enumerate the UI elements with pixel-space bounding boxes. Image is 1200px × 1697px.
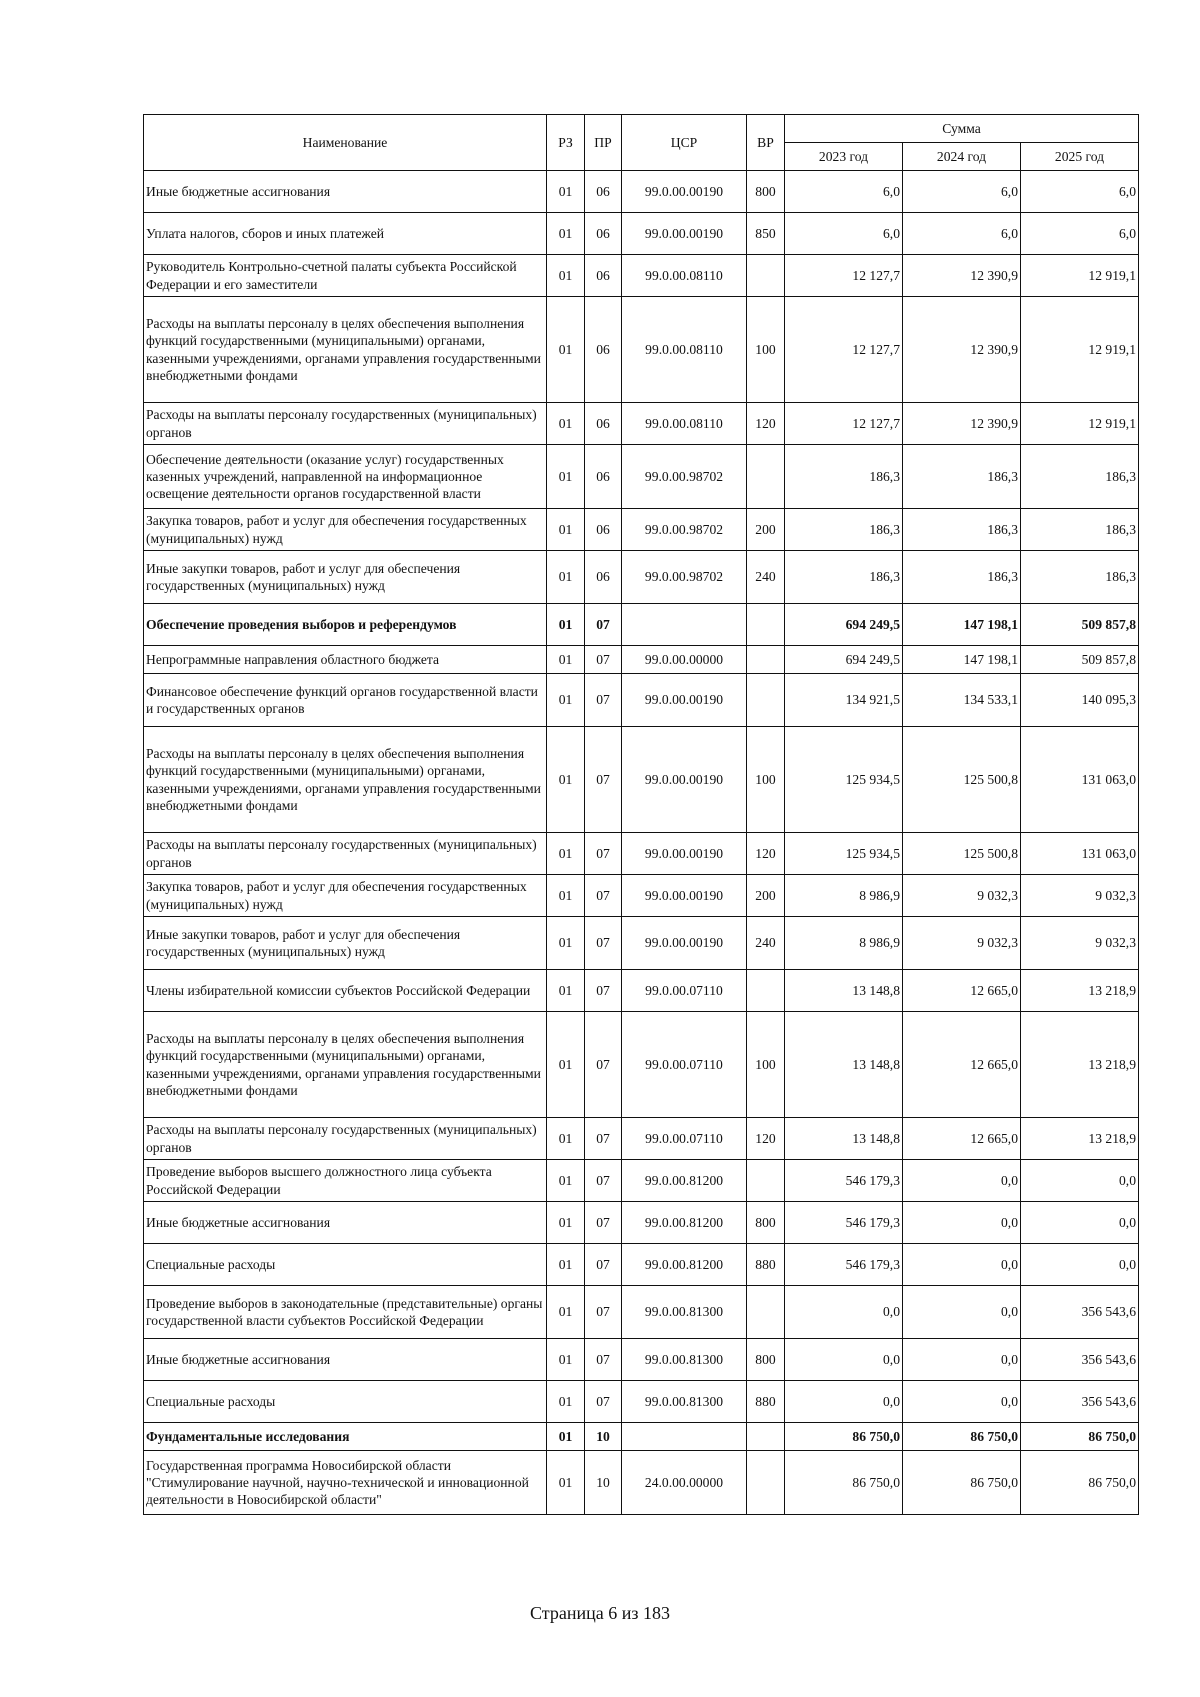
row-pr: 07 — [585, 1160, 622, 1202]
row-name: Иные бюджетные ассигнования — [144, 1339, 547, 1381]
row-csr — [622, 1423, 747, 1451]
row-pr: 07 — [585, 1286, 622, 1339]
row-csr: 99.0.00.00190 — [622, 727, 747, 833]
row-vr — [747, 1286, 785, 1339]
row-csr — [622, 604, 747, 646]
row-name: Государственная программа Новосибирской области "Стимулирование научной, научно-технической и инновационной деятельности в Новосибирской области" — [144, 1451, 547, 1515]
row-name: Уплата налогов, сборов и иных платежей — [144, 213, 547, 255]
row-amount-2024: 12 390,9 — [903, 403, 1021, 445]
row-vr: 100 — [747, 727, 785, 833]
row-vr: 100 — [747, 1012, 785, 1118]
row-pr: 07 — [585, 875, 622, 917]
row-name: Специальные расходы — [144, 1244, 547, 1286]
row-amount-2023: 86 750,0 — [785, 1423, 903, 1451]
row-amount-2025: 13 218,9 — [1021, 970, 1139, 1012]
row-pr: 10 — [585, 1451, 622, 1515]
row-amount-2024: 147 198,1 — [903, 646, 1021, 674]
row-name: Расходы на выплаты персоналу государственных (муниципальных) органов — [144, 403, 547, 445]
row-amount-2024: 134 533,1 — [903, 674, 1021, 727]
row-amount-2023: 125 934,5 — [785, 833, 903, 875]
row-amount-2025: 12 919,1 — [1021, 255, 1139, 297]
row-amount-2023: 694 249,5 — [785, 646, 903, 674]
row-amount-2024: 186,3 — [903, 445, 1021, 509]
row-amount-2025: 509 857,8 — [1021, 646, 1139, 674]
row-vr: 200 — [747, 509, 785, 551]
row-vr — [747, 970, 785, 1012]
row-name: Специальные расходы — [144, 1381, 547, 1423]
row-pr: 06 — [585, 551, 622, 604]
row-pr: 07 — [585, 970, 622, 1012]
row-name: Расходы на выплаты персоналу государственных (муниципальных) органов — [144, 1118, 547, 1160]
row-pr: 07 — [585, 727, 622, 833]
table-row — [144, 1381, 1139, 1423]
row-pr: 07 — [585, 1202, 622, 1244]
row-amount-2023: 694 249,5 — [785, 604, 903, 646]
row-csr: 99.0.00.07110 — [622, 970, 747, 1012]
table-row — [144, 213, 1139, 255]
row-vr: 120 — [747, 403, 785, 445]
row-amount-2023: 0,0 — [785, 1286, 903, 1339]
table-body — [144, 171, 1139, 1515]
table-row — [144, 445, 1139, 509]
row-amount-2025: 356 543,6 — [1021, 1339, 1139, 1381]
row-pr: 07 — [585, 1244, 622, 1286]
row-amount-2025: 13 218,9 — [1021, 1118, 1139, 1160]
row-rz: 01 — [547, 727, 585, 833]
row-rz: 01 — [547, 1244, 585, 1286]
row-csr: 99.0.00.81200 — [622, 1202, 747, 1244]
row-amount-2023: 546 179,3 — [785, 1244, 903, 1286]
row-amount-2025: 131 063,0 — [1021, 727, 1139, 833]
row-amount-2024: 6,0 — [903, 213, 1021, 255]
row-csr: 99.0.00.07110 — [622, 1012, 747, 1118]
row-name: Фундаментальные исследования — [144, 1423, 547, 1451]
row-amount-2025: 186,3 — [1021, 509, 1139, 551]
row-name: Иные бюджетные ассигнования — [144, 1202, 547, 1244]
row-rz: 01 — [547, 1451, 585, 1515]
row-csr: 99.0.00.00190 — [622, 213, 747, 255]
row-csr: 99.0.00.81200 — [622, 1160, 747, 1202]
row-amount-2025: 0,0 — [1021, 1202, 1139, 1244]
row-amount-2024: 12 665,0 — [903, 970, 1021, 1012]
row-amount-2023: 0,0 — [785, 1339, 903, 1381]
row-amount-2024: 147 198,1 — [903, 604, 1021, 646]
row-amount-2025: 9 032,3 — [1021, 875, 1139, 917]
row-vr: 850 — [747, 213, 785, 255]
table-row — [144, 917, 1139, 970]
header-name: Наименование — [144, 115, 547, 171]
row-pr: 06 — [585, 255, 622, 297]
table-row — [144, 403, 1139, 445]
row-amount-2024: 6,0 — [903, 171, 1021, 213]
row-csr: 99.0.00.98702 — [622, 551, 747, 604]
row-rz: 01 — [547, 255, 585, 297]
row-amount-2024: 125 500,8 — [903, 727, 1021, 833]
row-amount-2023: 6,0 — [785, 213, 903, 255]
row-amount-2023: 134 921,5 — [785, 674, 903, 727]
table-row — [144, 509, 1139, 551]
row-amount-2024: 86 750,0 — [903, 1423, 1021, 1451]
row-amount-2025: 131 063,0 — [1021, 833, 1139, 875]
row-rz: 01 — [547, 674, 585, 727]
row-name: Иные закупки товаров, работ и услуг для обеспечения государственных (муниципальных) нужд — [144, 917, 547, 970]
row-vr: 240 — [747, 551, 785, 604]
budget-table — [143, 114, 1139, 1515]
row-amount-2023: 12 127,7 — [785, 297, 903, 403]
row-rz: 01 — [547, 970, 585, 1012]
row-rz: 01 — [547, 1423, 585, 1451]
row-vr: 800 — [747, 1202, 785, 1244]
header-year-2025: 2025 год — [1021, 143, 1139, 171]
row-pr: 07 — [585, 1339, 622, 1381]
row-name: Иные бюджетные ассигнования — [144, 171, 547, 213]
row-amount-2025: 509 857,8 — [1021, 604, 1139, 646]
row-name: Расходы на выплаты персоналу государственных (муниципальных) органов — [144, 833, 547, 875]
row-rz: 01 — [547, 213, 585, 255]
row-amount-2023: 186,3 — [785, 445, 903, 509]
row-pr: 06 — [585, 445, 622, 509]
table-row — [144, 1286, 1139, 1339]
row-name: Закупка товаров, работ и услуг для обеспечения государственных (муниципальных) нужд — [144, 509, 547, 551]
row-rz: 01 — [547, 445, 585, 509]
row-csr: 24.0.00.00000 — [622, 1451, 747, 1515]
table-row — [144, 833, 1139, 875]
row-amount-2023: 546 179,3 — [785, 1202, 903, 1244]
row-rz: 01 — [547, 297, 585, 403]
row-rz: 01 — [547, 1118, 585, 1160]
row-pr: 06 — [585, 297, 622, 403]
table-row — [144, 1160, 1139, 1202]
row-amount-2023: 125 934,5 — [785, 727, 903, 833]
row-amount-2025: 356 543,6 — [1021, 1286, 1139, 1339]
row-amount-2025: 0,0 — [1021, 1244, 1139, 1286]
row-rz: 01 — [547, 171, 585, 213]
table-row — [144, 1423, 1139, 1451]
row-vr — [747, 604, 785, 646]
row-pr: 07 — [585, 646, 622, 674]
row-amount-2024: 9 032,3 — [903, 875, 1021, 917]
table-row — [144, 604, 1139, 646]
row-vr: 100 — [747, 297, 785, 403]
table-row — [144, 1118, 1139, 1160]
row-name: Проведение выборов в законодательные (представительные) органы государственной власти субъектов Российской Федерации — [144, 1286, 547, 1339]
row-amount-2024: 12 390,9 — [903, 297, 1021, 403]
row-pr: 06 — [585, 403, 622, 445]
row-csr: 99.0.00.00190 — [622, 875, 747, 917]
row-amount-2024: 9 032,3 — [903, 917, 1021, 970]
row-amount-2025: 186,3 — [1021, 551, 1139, 604]
row-name: Члены избирательной комиссии субъектов Российской Федерации — [144, 970, 547, 1012]
table-row — [144, 255, 1139, 297]
row-rz: 01 — [547, 1160, 585, 1202]
table-row — [144, 1244, 1139, 1286]
row-rz: 01 — [547, 1286, 585, 1339]
row-amount-2024: 86 750,0 — [903, 1451, 1021, 1515]
row-pr: 06 — [585, 171, 622, 213]
row-pr: 07 — [585, 1118, 622, 1160]
row-rz: 01 — [547, 509, 585, 551]
row-pr: 07 — [585, 1012, 622, 1118]
row-vr — [747, 1160, 785, 1202]
row-amount-2023: 13 148,8 — [785, 1012, 903, 1118]
row-name: Финансовое обеспечение функций органов государственной власти и государственных органов — [144, 674, 547, 727]
row-rz: 01 — [547, 403, 585, 445]
header-sum: Сумма — [785, 115, 1139, 143]
row-csr: 99.0.00.08110 — [622, 255, 747, 297]
row-name: Расходы на выплаты персоналу в целях обеспечения выполнения функций государственными (муниципальными) органами, казенными учреждениями, органами управления государственными внебюджетными фондами — [144, 1012, 547, 1118]
row-amount-2025: 86 750,0 — [1021, 1423, 1139, 1451]
row-amount-2024: 0,0 — [903, 1202, 1021, 1244]
row-vr — [747, 646, 785, 674]
row-vr: 240 — [747, 917, 785, 970]
row-csr: 99.0.00.98702 — [622, 445, 747, 509]
row-csr: 99.0.00.81300 — [622, 1381, 747, 1423]
row-csr: 99.0.00.00190 — [622, 917, 747, 970]
row-amount-2024: 0,0 — [903, 1160, 1021, 1202]
row-amount-2024: 0,0 — [903, 1244, 1021, 1286]
row-vr — [747, 445, 785, 509]
row-csr: 99.0.00.00190 — [622, 171, 747, 213]
row-vr — [747, 255, 785, 297]
row-rz: 01 — [547, 833, 585, 875]
table-row — [144, 1339, 1139, 1381]
header-rz: РЗ — [547, 115, 585, 171]
row-amount-2023: 8 986,9 — [785, 875, 903, 917]
row-amount-2025: 6,0 — [1021, 171, 1139, 213]
row-vr — [747, 674, 785, 727]
row-pr: 07 — [585, 1381, 622, 1423]
row-csr: 99.0.00.98702 — [622, 509, 747, 551]
row-csr: 99.0.00.81300 — [622, 1286, 747, 1339]
row-amount-2024: 0,0 — [903, 1381, 1021, 1423]
row-amount-2024: 125 500,8 — [903, 833, 1021, 875]
row-amount-2024: 12 390,9 — [903, 255, 1021, 297]
row-csr: 99.0.00.81300 — [622, 1339, 747, 1381]
table-row — [144, 875, 1139, 917]
row-name: Обеспечение деятельности (оказание услуг) государственных казенных учреждений, направленной на информационное освещение деятельности органов государственной власти — [144, 445, 547, 509]
row-amount-2024: 186,3 — [903, 509, 1021, 551]
row-amount-2023: 546 179,3 — [785, 1160, 903, 1202]
row-pr: 07 — [585, 674, 622, 727]
row-name: Расходы на выплаты персоналу в целях обеспечения выполнения функций государственными (муниципальными) органами, казенными учреждениями, органами управления государственными внебюджетными фондами — [144, 727, 547, 833]
header-year-2024: 2024 год — [903, 143, 1021, 171]
row-amount-2023: 186,3 — [785, 509, 903, 551]
header-year-2023: 2023 год — [785, 143, 903, 171]
row-amount-2023: 8 986,9 — [785, 917, 903, 970]
row-amount-2025: 12 919,1 — [1021, 297, 1139, 403]
row-name: Обеспечение проведения выборов и референдумов — [144, 604, 547, 646]
header-csr: ЦСР — [622, 115, 747, 171]
row-name: Проведение выборов высшего должностного лица субъекта Российской Федерации — [144, 1160, 547, 1202]
row-vr: 120 — [747, 1118, 785, 1160]
table-row — [144, 551, 1139, 604]
row-amount-2025: 186,3 — [1021, 445, 1139, 509]
row-csr: 99.0.00.00000 — [622, 646, 747, 674]
row-amount-2025: 0,0 — [1021, 1160, 1139, 1202]
header-vr: ВР — [747, 115, 785, 171]
row-amount-2023: 12 127,7 — [785, 255, 903, 297]
table-row — [144, 171, 1139, 213]
row-csr: 99.0.00.00190 — [622, 833, 747, 875]
row-pr: 06 — [585, 509, 622, 551]
row-pr: 07 — [585, 833, 622, 875]
row-amount-2025: 12 919,1 — [1021, 403, 1139, 445]
row-rz: 01 — [547, 1202, 585, 1244]
table-row — [144, 1202, 1139, 1244]
row-csr: 99.0.00.81200 — [622, 1244, 747, 1286]
row-amount-2023: 13 148,8 — [785, 970, 903, 1012]
row-csr: 99.0.00.07110 — [622, 1118, 747, 1160]
row-name: Непрограммные направления областного бюджета — [144, 646, 547, 674]
row-amount-2025: 140 095,3 — [1021, 674, 1139, 727]
row-amount-2025: 86 750,0 — [1021, 1451, 1139, 1515]
row-amount-2025: 356 543,6 — [1021, 1381, 1139, 1423]
row-vr: 880 — [747, 1244, 785, 1286]
table-row — [144, 970, 1139, 1012]
row-name: Иные закупки товаров, работ и услуг для обеспечения государственных (муниципальных) нужд — [144, 551, 547, 604]
row-amount-2024: 12 665,0 — [903, 1012, 1021, 1118]
table-row — [144, 1012, 1139, 1118]
row-amount-2023: 6,0 — [785, 171, 903, 213]
row-vr: 120 — [747, 833, 785, 875]
row-amount-2024: 0,0 — [903, 1339, 1021, 1381]
row-vr: 200 — [747, 875, 785, 917]
row-amount-2023: 0,0 — [785, 1381, 903, 1423]
row-vr: 880 — [747, 1381, 785, 1423]
row-rz: 01 — [547, 875, 585, 917]
row-pr: 07 — [585, 917, 622, 970]
row-name: Расходы на выплаты персоналу в целях обеспечения выполнения функций государственными (муниципальными) органами, казенными учреждениями, органами управления государственными внебюджетными фондами — [144, 297, 547, 403]
row-csr: 99.0.00.08110 — [622, 403, 747, 445]
row-name: Закупка товаров, работ и услуг для обеспечения государственных (муниципальных) нужд — [144, 875, 547, 917]
table-row — [144, 727, 1139, 833]
page-number: Страница 6 из 183 — [530, 1603, 670, 1623]
row-amount-2023: 13 148,8 — [785, 1118, 903, 1160]
table-row — [144, 674, 1139, 727]
row-pr: 10 — [585, 1423, 622, 1451]
row-amount-2023: 86 750,0 — [785, 1451, 903, 1515]
row-amount-2023: 186,3 — [785, 551, 903, 604]
row-vr: 800 — [747, 1339, 785, 1381]
row-rz: 01 — [547, 1012, 585, 1118]
row-rz: 01 — [547, 604, 585, 646]
row-amount-2024: 12 665,0 — [903, 1118, 1021, 1160]
row-vr — [747, 1451, 785, 1515]
row-rz: 01 — [547, 1339, 585, 1381]
row-vr: 800 — [747, 171, 785, 213]
table-row — [144, 297, 1139, 403]
row-amount-2025: 9 032,3 — [1021, 917, 1139, 970]
row-csr: 99.0.00.08110 — [622, 297, 747, 403]
table-row — [144, 1451, 1139, 1515]
row-rz: 01 — [547, 551, 585, 604]
table-row — [144, 646, 1139, 674]
row-name: Руководитель Контрольно-счетной палаты субъекта Российской Федерации и его заместители — [144, 255, 547, 297]
row-amount-2025: 13 218,9 — [1021, 1012, 1139, 1118]
row-rz: 01 — [547, 646, 585, 674]
row-amount-2024: 0,0 — [903, 1286, 1021, 1339]
row-pr: 06 — [585, 213, 622, 255]
row-pr: 07 — [585, 604, 622, 646]
row-vr — [747, 1423, 785, 1451]
row-csr: 99.0.00.00190 — [622, 674, 747, 727]
row-amount-2023: 12 127,7 — [785, 403, 903, 445]
row-rz: 01 — [547, 1381, 585, 1423]
header-pr: ПР — [585, 115, 622, 171]
row-amount-2025: 6,0 — [1021, 213, 1139, 255]
row-rz: 01 — [547, 917, 585, 970]
row-amount-2024: 186,3 — [903, 551, 1021, 604]
